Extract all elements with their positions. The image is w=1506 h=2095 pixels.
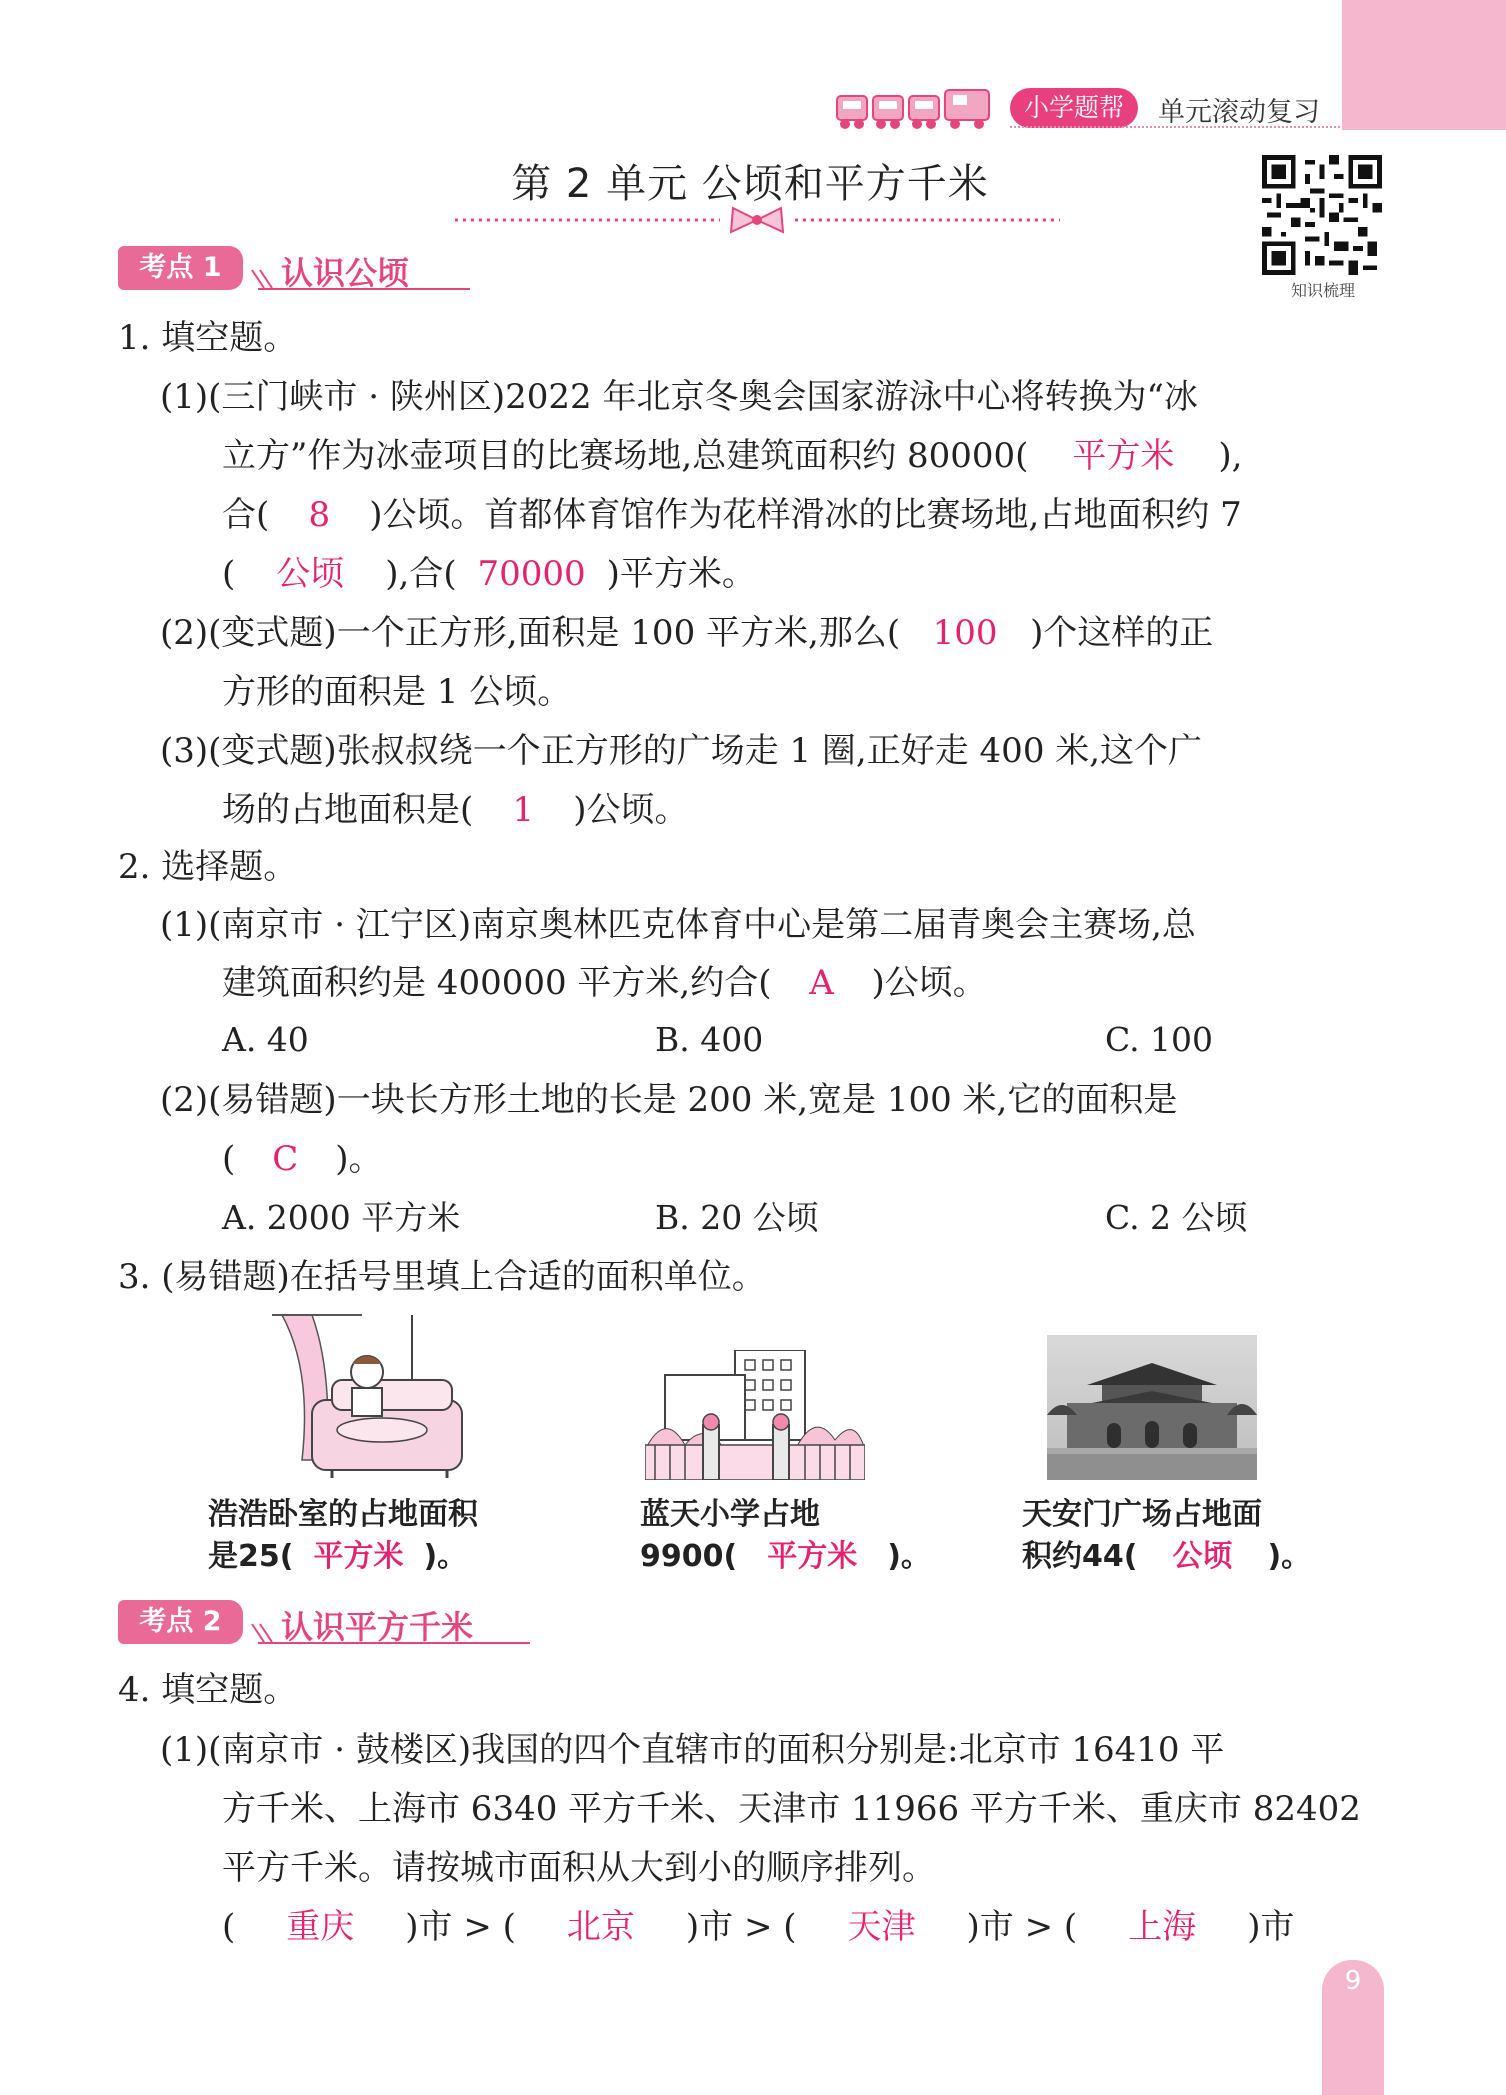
- answer-blank[interactable]: 公顷: [276, 554, 345, 594]
- option-a[interactable]: A. 2000 平方米: [222, 1198, 461, 1237]
- q4-line1: (1)(南京市 · 鼓楼区)我国的四个直辖市的面积分别是:北京市 16410 平: [160, 1730, 1225, 1770]
- q1-part2-line1: (2)(变式题)一个正方形,面积是 100 平方米,那么( 100 )个这样的正: [160, 613, 1214, 653]
- answer-blank[interactable]: 平方米: [767, 1539, 858, 1574]
- question-1-heading: 1. 填空题。: [118, 318, 298, 358]
- bow-divider: [455, 206, 1060, 236]
- section-header-2: [118, 1600, 538, 1644]
- brand-badge: 小学题帮: [1010, 88, 1138, 128]
- option-c[interactable]: C. 2 公顷: [1105, 1198, 1248, 1237]
- section-underline: [258, 288, 470, 290]
- answer-blank[interactable]: 平方米: [313, 1539, 404, 1574]
- caption-bedroom-line2: 是25( 平方米 )。: [208, 1537, 467, 1577]
- section-title: 认识平方千米: [281, 1608, 474, 1646]
- bedroom-illustration: [272, 1310, 472, 1480]
- school-illustration: [645, 1350, 865, 1480]
- section-underline: [258, 1642, 530, 1644]
- answer-blank[interactable]: 100: [932, 613, 998, 653]
- answer-blank[interactable]: 重庆: [286, 1907, 355, 1947]
- q4-line3: 平方千米。请按城市面积从大到小的顺序排列。: [222, 1848, 936, 1888]
- option-b[interactable]: B. 20 公顷: [655, 1198, 819, 1237]
- q4-answer-line: ( 重庆 )市 > ( 北京 )市 > ( 天津 )市 > ( 上海 )市: [222, 1907, 1295, 1947]
- q1-part3-line2: 场的占地面积是( 1 )公顷。: [222, 790, 689, 830]
- section-badge: 考点 1: [118, 246, 243, 290]
- answer-blank[interactable]: C: [272, 1139, 299, 1179]
- q1-part1-line2: 立方”作为冰壶项目的比赛场地,总建筑面积约 80000( 平方米 ),: [222, 436, 1243, 476]
- q2-part2-line2: ( C )。: [222, 1139, 383, 1179]
- section-header-1: [118, 246, 478, 290]
- section-title: 认识公顷: [281, 254, 410, 292]
- q2-part1-line1: (1)(南京市 · 江宁区)南京奥林匹克体育中心是第二届青奥会主赛场,总: [160, 905, 1196, 945]
- section-badge: 考点 2: [118, 1600, 243, 1644]
- caption-square-line2: 积约44( 公顷 )。: [1022, 1537, 1311, 1577]
- q4-line2: 方千米、上海市 6340 平方千米、天津市 11966 平方千米、重庆市 82402: [222, 1789, 1361, 1829]
- qr-label: 知识梳理: [1290, 281, 1355, 300]
- page-number: 9: [1344, 1966, 1362, 1996]
- corner-tab: [1342, 0, 1506, 130]
- answer-blank[interactable]: 70000: [477, 554, 586, 594]
- caption-school-line2: 9900( 平方米 )。: [640, 1537, 931, 1577]
- option-c[interactable]: C. 100: [1105, 1020, 1214, 1059]
- answer-blank[interactable]: 1: [512, 790, 535, 830]
- caption-school-line1: 蓝天小学占地: [640, 1497, 820, 1532]
- question-4-heading: 4. 填空题。: [118, 1670, 298, 1710]
- tiananmen-photo: [1047, 1335, 1257, 1480]
- unit-title: 第 2 单元 公顷和平方千米: [511, 161, 989, 207]
- answer-blank[interactable]: 上海: [1128, 1907, 1197, 1947]
- answer-blank[interactable]: 公顷: [1172, 1539, 1233, 1574]
- train-icon: [835, 86, 995, 132]
- answer-blank[interactable]: 天津: [847, 1907, 916, 1947]
- answer-blank[interactable]: 北京: [566, 1907, 635, 1947]
- series-title: 单元滚动复习: [1158, 97, 1320, 128]
- qr-code[interactable]: [1262, 155, 1382, 275]
- question-3-heading: 3. (易错题)在括号里填上合适的面积单位。: [118, 1257, 766, 1297]
- caption-bedroom-line1: 浩浩卧室的占地面积: [208, 1497, 478, 1532]
- q1-part3-line1: (3)(变式题)张叔叔绕一个正方形的广场走 1 圈,正好走 400 米,这个广: [160, 731, 1203, 771]
- slash-decoration: [250, 268, 276, 290]
- option-a[interactable]: A. 40: [222, 1020, 309, 1059]
- q1-part2-line2: 方形的面积是 1 公顷。: [222, 672, 572, 712]
- q2-part1-line2: 建筑面积约是 400000 平方米,约合( A )公顷。: [222, 963, 987, 1003]
- slash-decoration: [250, 1622, 276, 1644]
- q2-part2-line1: (2)(易错题)一块长方形土地的长是 200 米,宽是 100 米,它的面积是: [160, 1080, 1178, 1120]
- q1-part1-line4: ( 公顷 ),合( 70000 )平方米。: [222, 554, 756, 594]
- q1-part1-line1: (1)(三门峡市 · 陕州区)2022 年北京冬奥会国家游泳中心将转换为“冰: [160, 377, 1198, 417]
- q1-part1-line3: 合( 8 )公顷。首都体育馆作为花样滑冰的比赛场地,占地面积约 7: [222, 495, 1242, 535]
- caption-square-line1: 天安门广场占地面: [1022, 1497, 1262, 1532]
- answer-blank[interactable]: A: [809, 963, 834, 1003]
- answer-blank[interactable]: 8: [308, 495, 331, 535]
- header-divider: [1010, 126, 1340, 128]
- option-b[interactable]: B. 400: [655, 1020, 764, 1059]
- question-2-heading: 2. 选择题。: [118, 847, 298, 887]
- answer-blank[interactable]: 平方米: [1072, 436, 1175, 476]
